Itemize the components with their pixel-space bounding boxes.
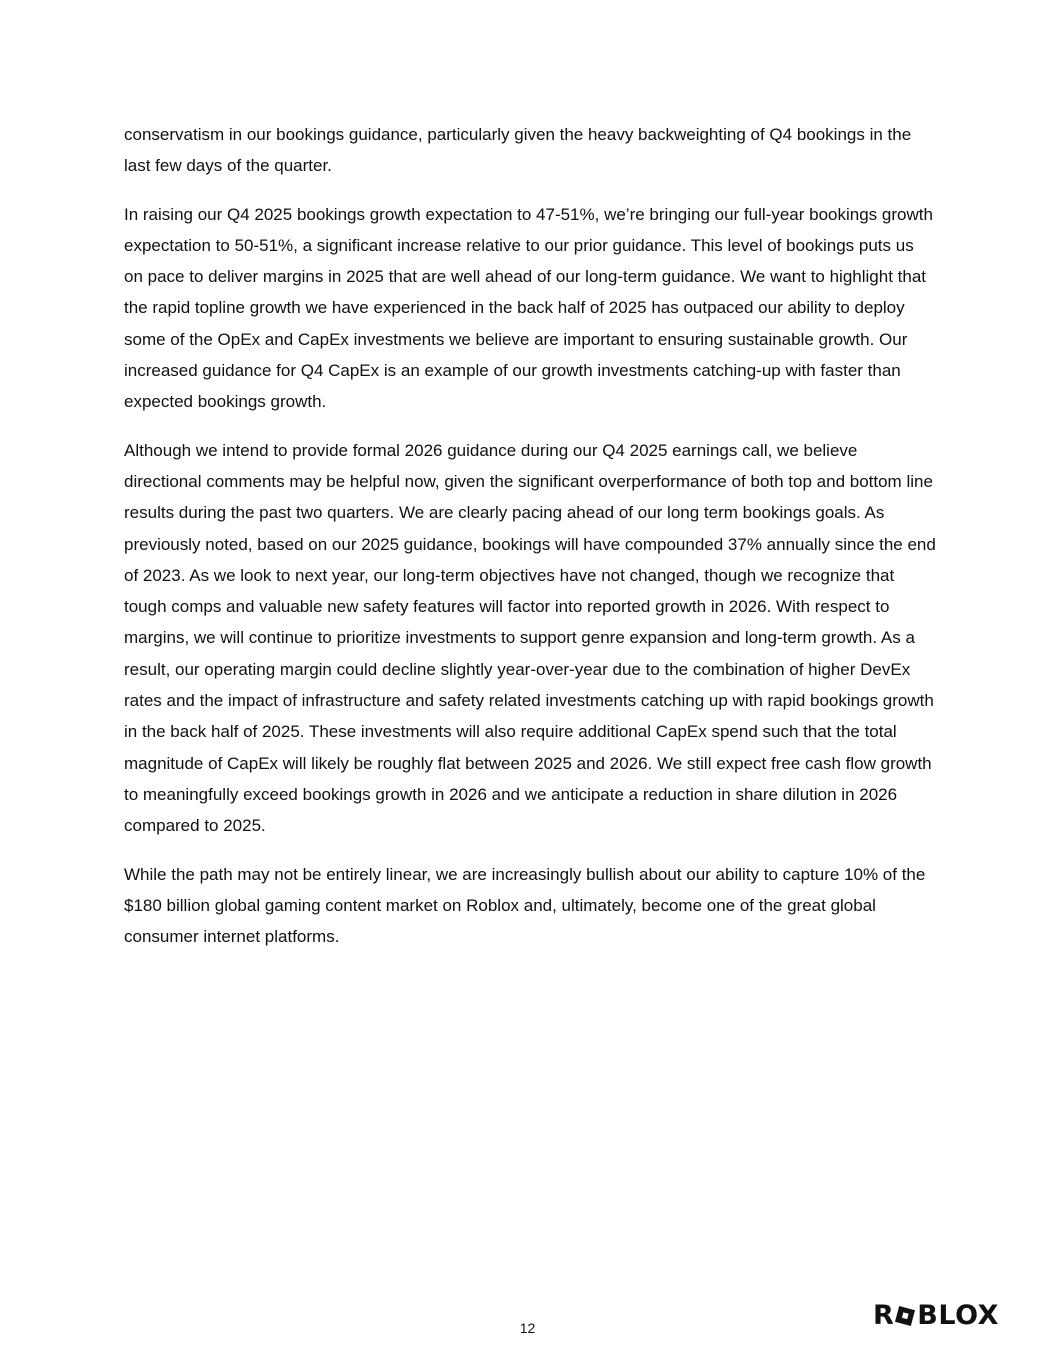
paragraph-q4-guidance: In raising our Q4 2025 bookings growth expectation to 47-51%, we’re bringing our full-year bookings growth expectation to 50-51%, a significant increase relative to our prior guidance. This level of bookings puts us on pace to deliver margins in 2025 that are well ahead of our long-term guidance. We want to highlight that the rapid topline growth we have experienced in the back half of 2025 has outpaced our ability to deploy some of the OpEx and CapEx investments we believe are important to ensuring sustainable growth. Our increased guidance for Q4 CapEx is an example of our growth investments catching-up with faster than expected bookings growth. — [124, 204, 933, 412]
roblox-tilted-square-icon — [895, 1306, 915, 1326]
paragraph-market-ambition: While the path may not be entirely linear, we are increasingly bullish about our ability to capture 10% of the $180 billion global gaming content market on Roblox and, ultimately, become one of the great global consumer internet platforms. — [124, 864, 926, 947]
page-number: 12 — [519, 1320, 536, 1336]
roblox-logo — [873, 1300, 999, 1330]
page-body — [124, 119, 936, 969]
logo-letter-r: R — [873, 1299, 895, 1331]
logo-letters-blox: BLOX — [917, 1299, 999, 1331]
paragraph-2026-outlook: Although we intend to provide formal 2026 guidance during our Q4 2025 earnings call, we believe directional comments may be helpful now, given the significant overperformance of both top and bottom line results during the past two quarters. We are clearly pacing ahead of our long term bookings goals. As previously noted, based on our 2025 guidance, bookings will have compounded 37% annually since the end of 2023. As we look to next year, our long-term objectives have not changed, though we recognize that tough comps and valuable new safety features will factor into reported growth in 2026. With respect to margins, we will continue to prioritize investments to support genre expansion and long-term growth. As a result, our operating margin could decline slightly year-over-year due to the combination of higher DevEx rates and the impact of infrastructure and safety related investments catching up with rapid bookings growth in the back half of 2025. These investments will also require additional CapEx spend such that the total magnitude of CapEx will likely be roughly flat between 2025 and 2026. We still expect free cash flow growth to meaningfully exceed bookings growth in 2026 and we anticipate a reduction in share dilution in 2026 compared to 2025. — [124, 440, 936, 836]
paragraph-bookings-conservatism: conservatism in our bookings guidance, particularly given the heavy backweighting of Q4 bookings in the last few days of the quarter. — [124, 125, 912, 176]
